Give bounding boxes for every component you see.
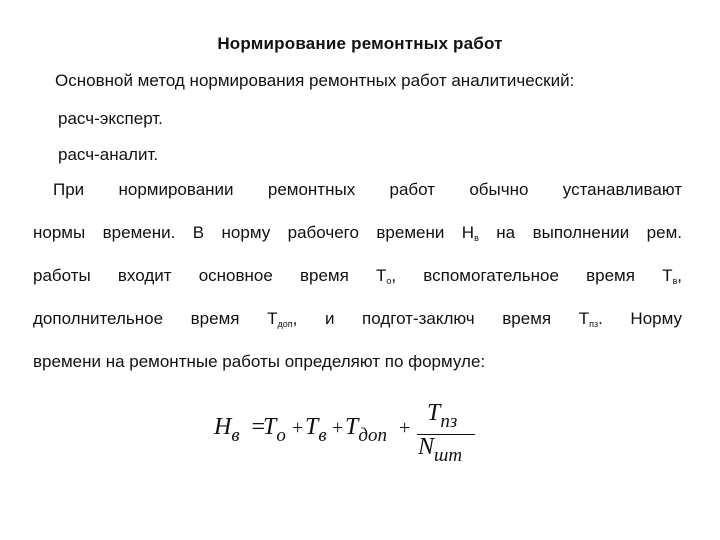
body-paragraph [33, 168, 682, 383]
intro-text: Основной метод нормирования ремонтных работ аналитический: [55, 71, 575, 90]
paragraph-line-4: дополнительное время Тдоп, и подгот-заключ время Тпз. Норму [33, 309, 682, 329]
formula-numerator: $T_{пз}$ [427, 400, 458, 432]
formula-term-tv: $T_в$ [305, 414, 327, 446]
method-item-expert: расч-эксперт. [58, 109, 163, 128]
paragraph-line-3: работы входит основное время То, вспомогательное время Тв, [33, 266, 682, 286]
formula-equals: = [250, 414, 267, 440]
paragraph-line-2: нормы времени. В норму рабочего времени Нв на выполнении рем. [33, 223, 683, 243]
formula-term-to: $T_о$ [263, 414, 286, 446]
slide-title: Нормирование ремонтных работ [217, 34, 503, 53]
paragraph-line-5: времени на ремонтные работы определяют по формуле: [33, 352, 486, 371]
formula-plus-3: + [399, 417, 411, 439]
formula-plus-2: + [332, 417, 344, 439]
formula [212, 398, 502, 478]
method-item-analytic: расч-аналит. [58, 145, 159, 164]
formula-denominator: $N_{шт}$ [418, 434, 463, 466]
formula-plus-1: + [292, 417, 304, 439]
formula-lhs: $H_в$ [214, 414, 240, 446]
formula-term-tdop: $T_{доп}$ [345, 414, 387, 446]
paragraph-line-1: При нормировании ремонтных работ обычно устанавливают [53, 180, 682, 199]
